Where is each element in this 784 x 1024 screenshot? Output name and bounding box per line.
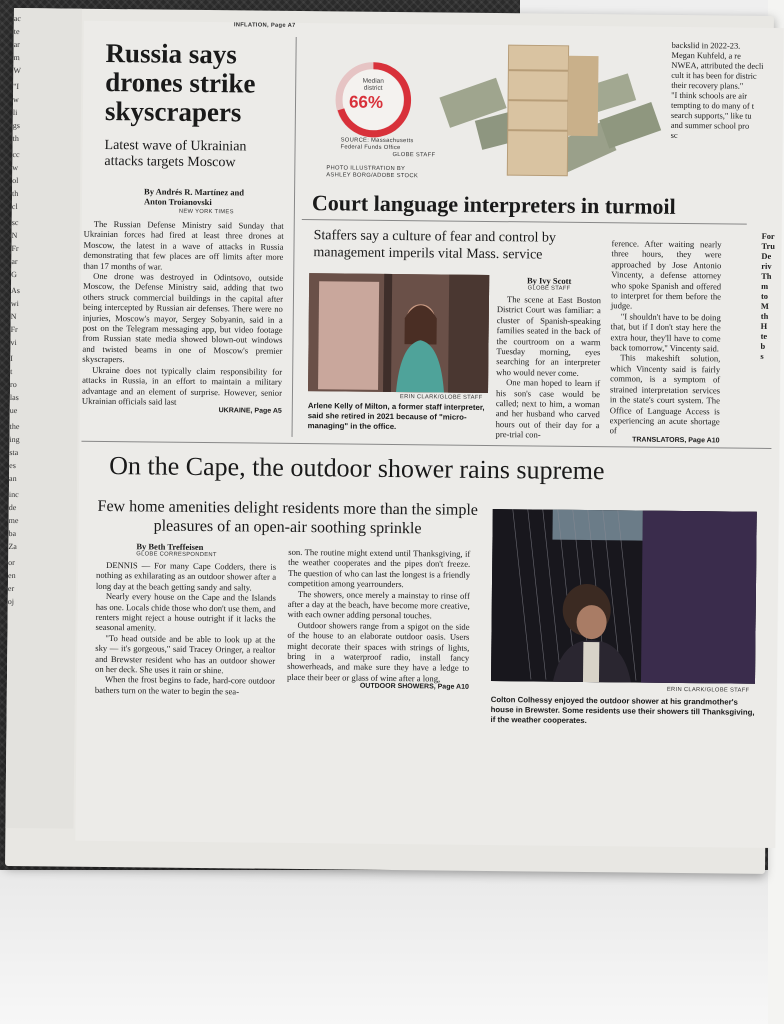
folded-edge-text: the xyxy=(9,421,20,432)
folded-edge-text: cl xyxy=(11,201,18,212)
court-paragraph-5: This makeshift solution, which Vincenty said is fairly common, is a symptom of strained interpretation services in the state's court system. The Office of Language Access is experiencing an acute shortage of xyxy=(609,352,721,436)
folded-edge-text: th xyxy=(12,188,19,199)
right-column-line: backslid in 2022-23. xyxy=(671,40,741,51)
median-district-label: Median district xyxy=(362,77,384,92)
folded-edge-text: Fr xyxy=(11,243,19,254)
folded-edge-text: G xyxy=(11,269,18,280)
folded-edge-text: es xyxy=(9,460,16,471)
russia-jump-line: UKRAINE, Page A5 xyxy=(218,407,282,416)
right-edge-text: m xyxy=(761,281,769,291)
folded-edge-text: ac xyxy=(13,13,22,24)
court-jump-line: TRANSLATORS, Page A10 xyxy=(632,436,720,445)
right-edge-text: b xyxy=(760,341,766,351)
right-edge-text: to xyxy=(760,291,769,301)
newspaper xyxy=(5,8,774,874)
court-paragraph-1: The scene at East Boston District Court was familiar: a cluster of Spanish-speaking families seated in the back of the courtroom on a warm Tuesday morning, eyes searching for an interpreter who would never come. xyxy=(496,294,602,378)
court-column-2 xyxy=(609,238,721,444)
folded-edge-text: wi xyxy=(10,298,19,309)
right-edge-text: riv xyxy=(761,261,772,271)
cape-paragraph-3: "To head outside and be able to look up at the sky — it's gorgeous," said Tracey Oringer, a realtor and Brewster resident who has an outdoor shower on her deck. She uses it rain or shine. xyxy=(95,632,276,676)
court-photo xyxy=(308,273,489,393)
right-edge-text: De xyxy=(761,251,772,261)
right-column-line: cult it has been for distric xyxy=(671,70,757,81)
right-column-line: sc xyxy=(670,130,678,140)
right-edge-text: For xyxy=(761,231,775,241)
folded-edge-text: ro xyxy=(10,379,17,390)
court-column-1 xyxy=(496,275,602,441)
inflation-photo-illustration xyxy=(302,37,664,191)
folded-edge-text: vi xyxy=(10,337,17,348)
cape-headline: On the Cape, the outdoor shower rains supreme xyxy=(109,451,605,486)
median-district-value: 66% xyxy=(348,92,384,112)
right-column-line: "I think schools are air xyxy=(671,90,748,101)
russia-byline: By Andrés R. Martínez and Anton Troianovski xyxy=(143,186,245,208)
russia-article xyxy=(82,39,286,415)
cape-column-2 xyxy=(287,547,470,691)
folded-edge-text: de xyxy=(8,502,17,513)
folded-edge-text: m xyxy=(13,52,20,63)
folded-page-edge xyxy=(5,8,82,829)
cape-jump-line: OUTDOOR SHOWERS, Page A10 xyxy=(359,682,469,692)
table-surface xyxy=(0,870,768,1024)
court-staff: GLOBE STAFF xyxy=(527,285,571,292)
folded-edge-text: er xyxy=(7,583,15,594)
cape-paragraph-6: The showers, once merely a mainstay to rinse off after a day at the beach, have become more creative, with each owner adding personal touches. xyxy=(287,588,470,621)
right-column-line: NWEA, attributed the decli xyxy=(671,60,764,71)
folded-edge-text: "I xyxy=(13,81,20,92)
cape-paragraph-5: son. The routine might extend until Thanksgiving, if the weather cooperates and the pipes don't freeze. The question of who can last the longest is a friendly competition among yearrounders. xyxy=(287,546,471,590)
folded-edge-text: cc xyxy=(12,149,20,160)
photo-arlene-kelly xyxy=(308,273,489,393)
right-edge-text: Th xyxy=(761,271,772,281)
court-photo-credit: ERIN CLARK/GLOBE STAFF xyxy=(399,394,483,401)
court-photo-caption: Arlene Kelly of Milton, a former staff interpreter, said she retired in 2021 because of "micro-managing" in the office. xyxy=(307,401,485,432)
folded-edge-text: inc xyxy=(8,489,19,500)
russia-paragraph-2: One drone was destroyed in Odintsovo, outside Moscow, the Defense Ministry said, adding that two others struck commercial buildings in the capital after being intercepted by Russian air defenses. There were no injuries, Moscow's mayor, Sergey Sobyanin, said in a post on the Telegram messaging app, but video footage from Russian state media showed blown-out windows and twisted beams in one of Moscow's premier skyscrapers. xyxy=(82,270,284,365)
infographic-staff: GLOBE STAFF xyxy=(392,151,436,159)
cape-paragraph-2: Nearly every house on the Cape and the Islands has one. Locals chide those who don't use them, and renters might reject a house outright if it lacks the seasonal amenity. xyxy=(95,591,276,633)
folded-edge-text: Za xyxy=(8,541,17,552)
photo-outdoor-shower xyxy=(491,509,757,684)
right-column-line: Megan Kuhfeld, a re xyxy=(671,50,741,61)
court-paragraph-4: "I shouldn't have to be doing that, but if I don't stay here the extra hour, they'll have to come back tomorrow," Vincenty said. xyxy=(610,311,721,354)
russia-paragraph-3: Ukraine does not typically claim responsibility for attacks in Russia, in an effort to maintain a military advantage and an element of surprise. However, senior Ukrainian officials said last xyxy=(81,364,283,407)
right-edge-fragments xyxy=(760,232,781,362)
folded-edge-text: sta xyxy=(9,447,19,458)
cape-paragraph-4: When the frost begins to fade, hard-core outdoor bathers turn on the water to begin the sea- xyxy=(94,674,276,697)
cape-staff: GLOBE CORRESPONDENT xyxy=(136,551,217,559)
cape-byline: By Beth Treffeisen xyxy=(136,541,204,553)
folded-edge-text: w xyxy=(12,162,19,173)
right-edge-text: M xyxy=(760,301,769,311)
right-edge-text: Tru xyxy=(761,241,775,251)
russia-source: NEW YORK TIMES xyxy=(178,208,234,216)
court-paragraph-2: One man hoped to learn if his son's case would be called; next to him, a woman and her husband who carved hours out of their day for a pre-trial con- xyxy=(495,377,601,440)
court-headline: Court language interpreters in turmoil xyxy=(311,190,676,219)
cape-photo xyxy=(491,509,757,684)
folded-edge-text: N xyxy=(11,230,18,241)
folded-edge-text: I xyxy=(10,353,14,364)
cape-photo-credit: ERIN CLARK/GLOBE STAFF xyxy=(666,686,750,694)
right-column-line: tempting to do many of t xyxy=(670,100,755,111)
right-edge-text: te xyxy=(760,331,768,341)
right-edge-text: H xyxy=(760,321,768,331)
folded-edge-text: ing xyxy=(9,434,20,445)
russia-paragraph-1: The Russian Defense Ministry said Sunday that Ukrainian forces had fired at least three drones at Moscow, the latest in a wave of attacks in Russia demonstrating that few places are off limits after more than 17 months of war. xyxy=(83,218,284,272)
folded-edge-text: te xyxy=(13,26,20,37)
court-paragraph-3: ference. After waiting nearly three hours, they were approached by Jose Antonio Vincenty, a defense attorney who spoke Spanish and offered to interpret for them before the judge. xyxy=(610,238,722,311)
folded-edge-text: li xyxy=(12,107,18,118)
folded-edge-text: ar xyxy=(13,39,20,50)
folded-edge-text: w xyxy=(12,94,19,105)
russia-headline: Russia says drones strike skyscrapers xyxy=(104,37,256,128)
folded-edge-text: ue xyxy=(9,405,18,416)
cape-paragraph-1: DENNIS — For many Cape Codders, there is nothing as exhilarating as an outdoor shower after a long day at the beach getting sandy and salty. xyxy=(95,559,277,593)
court-byline: By Ivy Scott xyxy=(526,275,572,286)
right-column-line: search supports," like tu xyxy=(670,110,752,121)
folded-edge-text: th xyxy=(12,133,19,144)
folded-edge-text: ba xyxy=(8,528,17,539)
top-page-label: INFLATION, Page A7 xyxy=(233,22,296,29)
right-edge-text: th xyxy=(760,311,769,321)
folded-edge-text: oj xyxy=(7,596,15,607)
newspaper-front-page xyxy=(75,21,784,848)
folded-edge-text: W xyxy=(13,65,21,76)
photo-illustration-credit: PHOTO ILLUSTRATION BY ASHLEY BORG/ADOBE STOCK xyxy=(326,165,419,180)
folded-edge-text: or xyxy=(8,557,15,568)
folded-edge-text: an xyxy=(9,473,17,484)
folded-edge-text: N xyxy=(10,311,17,322)
folded-edge-text: ol xyxy=(12,175,19,186)
right-column-line: and summer school pro xyxy=(670,120,750,131)
right-column-line: their recovery plans." xyxy=(671,80,744,91)
folded-edge-text: sc xyxy=(11,217,19,228)
folded-edge-text: t xyxy=(10,366,13,377)
russia-deck: Latest wave of Ukrainian attacks targets Moscow xyxy=(104,137,247,171)
folded-edge-text: As xyxy=(10,285,20,296)
court-deck: Staffers say a culture of fear and control by management imperils vital Mass. service xyxy=(313,228,557,263)
infographic-source: SOURCE: Massachusetts Federal Funds Office xyxy=(340,137,414,152)
folded-edge-text: me xyxy=(8,515,19,526)
cape-deck: Few home amenities delight residents more than the simple pleasures of an open-air soothing sprinkle xyxy=(97,497,479,538)
folded-edge-text: gs xyxy=(12,120,20,131)
folded-edge-text: ar xyxy=(11,256,18,267)
folded-edge-text: Fr xyxy=(10,324,18,335)
cape-photo-caption: Colton Colhessy enjoyed the outdoor shower at his grandmother's house in Brewster. Some residents use their showers till Thanksgiving, if the weather cooperates. xyxy=(490,695,755,726)
folded-edge-text: en xyxy=(8,570,16,581)
column-rule xyxy=(292,37,297,437)
right-edge-text: s xyxy=(760,351,764,361)
cape-paragraph-7: Outdoor showers range from a spigot on the side of the house to an elaborate outdoor oasis. Users might decorate their spaces with strings of lights, bring in a waterproof radio, install fancy showerheads, and make sure they have a ledge to place their beer or glass of wine after a long, xyxy=(286,619,470,684)
cape-column-1 xyxy=(95,541,277,697)
folded-edge-text: las xyxy=(9,392,19,403)
